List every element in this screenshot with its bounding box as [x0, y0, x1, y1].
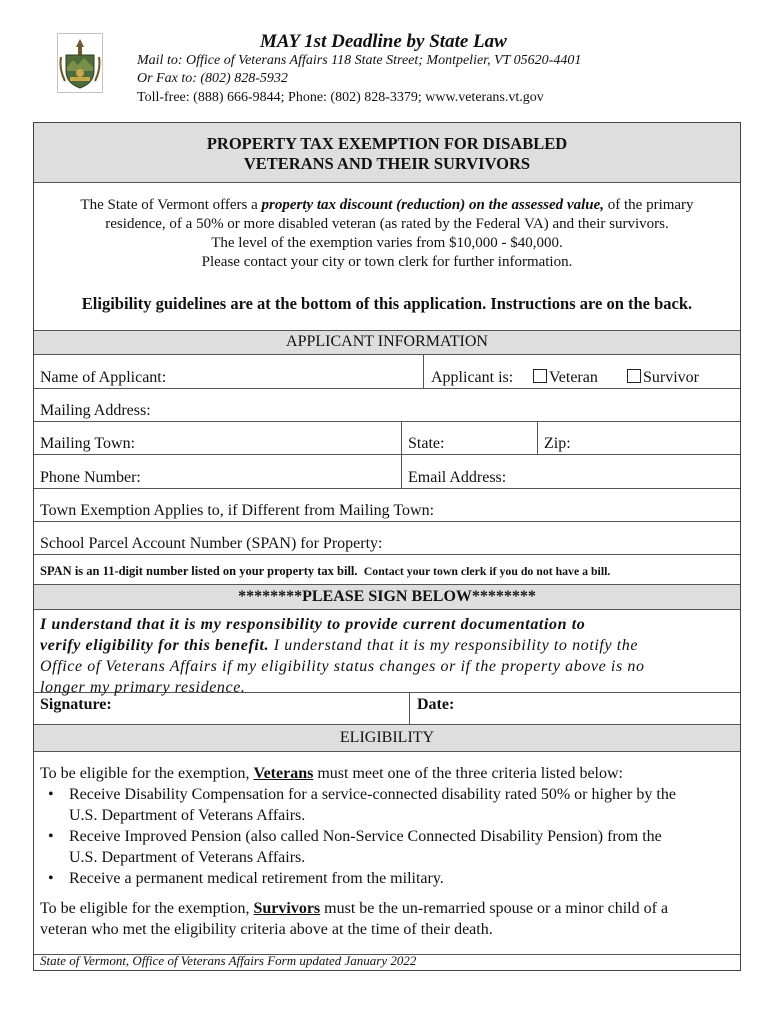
list-item: • Receive a permanent medical retirement from the military. [40, 868, 736, 889]
survivors-criteria-line2: veteran who met the eligibility criteria above at the time of their death. [40, 921, 493, 938]
intro-line4: Please contact your city or town clerk for further information. [201, 254, 573, 270]
survivor-option-label: Survivor [643, 369, 699, 386]
survivors-criteria: To be eligible for the exemption, Survivors must be the un-remarried spouse or a minor child of a [40, 900, 669, 917]
mailing-address-field[interactable]: Mailing Address: [40, 402, 151, 419]
town-exemption-field[interactable]: Town Exemption Applies to, if Different from Mailing Town: [40, 502, 435, 519]
footer-row [34, 955, 740, 970]
form-title-block [34, 123, 740, 183]
please-sign-heading-text: ********PLEASE SIGN BELOW******** [238, 588, 536, 605]
form-title-line1: PROPERTY TAX EXEMPTION FOR DISABLED [206, 134, 568, 153]
fax-line: Or Fax to: (802) 828-5932 [137, 71, 288, 86]
please-sign-heading [34, 585, 740, 610]
veterans-criteria-list [40, 784, 736, 889]
divider [409, 693, 410, 724]
divider [401, 422, 402, 454]
intro-line2: residence, of a 50% or more disabled veteran (as rated by the Federal VA) and their survivors. [105, 216, 669, 232]
veteran-checkbox-icon[interactable] [533, 369, 547, 383]
exemption-form [33, 122, 741, 971]
certification-block [34, 610, 740, 696]
mailing-town-row [34, 422, 740, 455]
name-row [34, 355, 740, 389]
phone-email-row [34, 455, 740, 489]
mail-to-line: Mail to: Office of Veterans Affairs 118 State Street; Montpelier, VT 05620-4401 [137, 53, 582, 68]
divider [537, 422, 538, 454]
eligibility-block [34, 752, 740, 955]
email-address-field[interactable]: Email Address: [408, 469, 507, 486]
intro-block [34, 183, 740, 331]
signature-field[interactable]: Signature: [40, 696, 112, 713]
certification-line3: Office of Veterans Affairs if my eligibility status changes or if the property above is no [40, 658, 645, 675]
vermont-seal-icon [57, 33, 103, 93]
survivor-option[interactable] [627, 369, 699, 387]
list-item: • Receive Disability Compensation for a service-connected disability rated 50% or higher by the U.S. Department of Veterans Affairs. [40, 784, 736, 826]
contact-line: Toll-free: (888) 666-9844; Phone: (802) 828-3379; www.veterans.vt.gov [137, 90, 544, 105]
eligibility-heading [34, 725, 740, 752]
date-field[interactable]: Date: [417, 696, 455, 713]
veteran-option[interactable] [533, 369, 598, 387]
applicant-name-field[interactable]: Name of Applicant: [40, 369, 167, 386]
intro-line1: The State of Vermont offers a property tax discount (reduction) on the assessed value, of the primary [80, 197, 694, 213]
form-footer: State of Vermont, Office of Veterans Affairs Form updated January 2022 [40, 953, 417, 968]
certification-line1: I understand that it is my responsibility to provide current documentation to [40, 616, 586, 633]
intro-line3: The level of the exemption varies from $10,000 - $40,000. [211, 235, 563, 251]
applicant-is-label: Applicant is: [431, 369, 514, 386]
deadline-title: MAY 1st Deadline by State Law [260, 31, 507, 52]
survivor-checkbox-icon[interactable] [627, 369, 641, 383]
span-row [34, 522, 740, 555]
divider [423, 355, 424, 388]
eligibility-heading-text: ELIGIBILITY [339, 729, 435, 746]
form-title-line2: VETERANS AND THEIR SURVIVORS [243, 154, 531, 173]
veterans-criteria-intro: To be eligible for the exemption, Veterans must meet one of the three criteria listed below: [40, 765, 623, 782]
applicant-info-heading-text: APPLICANT INFORMATION [286, 333, 488, 350]
zip-field[interactable]: Zip: [544, 435, 571, 452]
guidelines-note: Eligibility guidelines are at the bottom of this application. Instructions are on the back. [81, 294, 693, 313]
phone-number-field[interactable]: Phone Number: [40, 469, 141, 486]
state-field[interactable]: State: [408, 435, 445, 452]
divider [401, 455, 402, 488]
veteran-option-label: Veteran [549, 369, 598, 386]
applicant-info-heading [34, 331, 740, 355]
mailing-town-field[interactable]: Mailing Town: [40, 435, 136, 452]
signature-row [34, 693, 740, 725]
mailing-address-row [34, 389, 740, 422]
certification-line4: longer my primary residence. [40, 679, 246, 696]
town-exemption-row [34, 489, 740, 522]
span-note-row [34, 555, 740, 585]
list-item: • Receive Improved Pension (also called Non-Service Connected Disability Pension) from the U.S. Department of Veterans Affairs. [40, 826, 736, 868]
span-field[interactable]: School Parcel Account Number (SPAN) for Property: [40, 535, 383, 552]
span-note: SPAN is an 11-digit number listed on your property tax bill. Contact your town clerk if you do not have a bill. [40, 564, 611, 578]
certification-line2: verify eligibility for this benefit. I understand that it is my responsibility to notify the [40, 637, 639, 654]
